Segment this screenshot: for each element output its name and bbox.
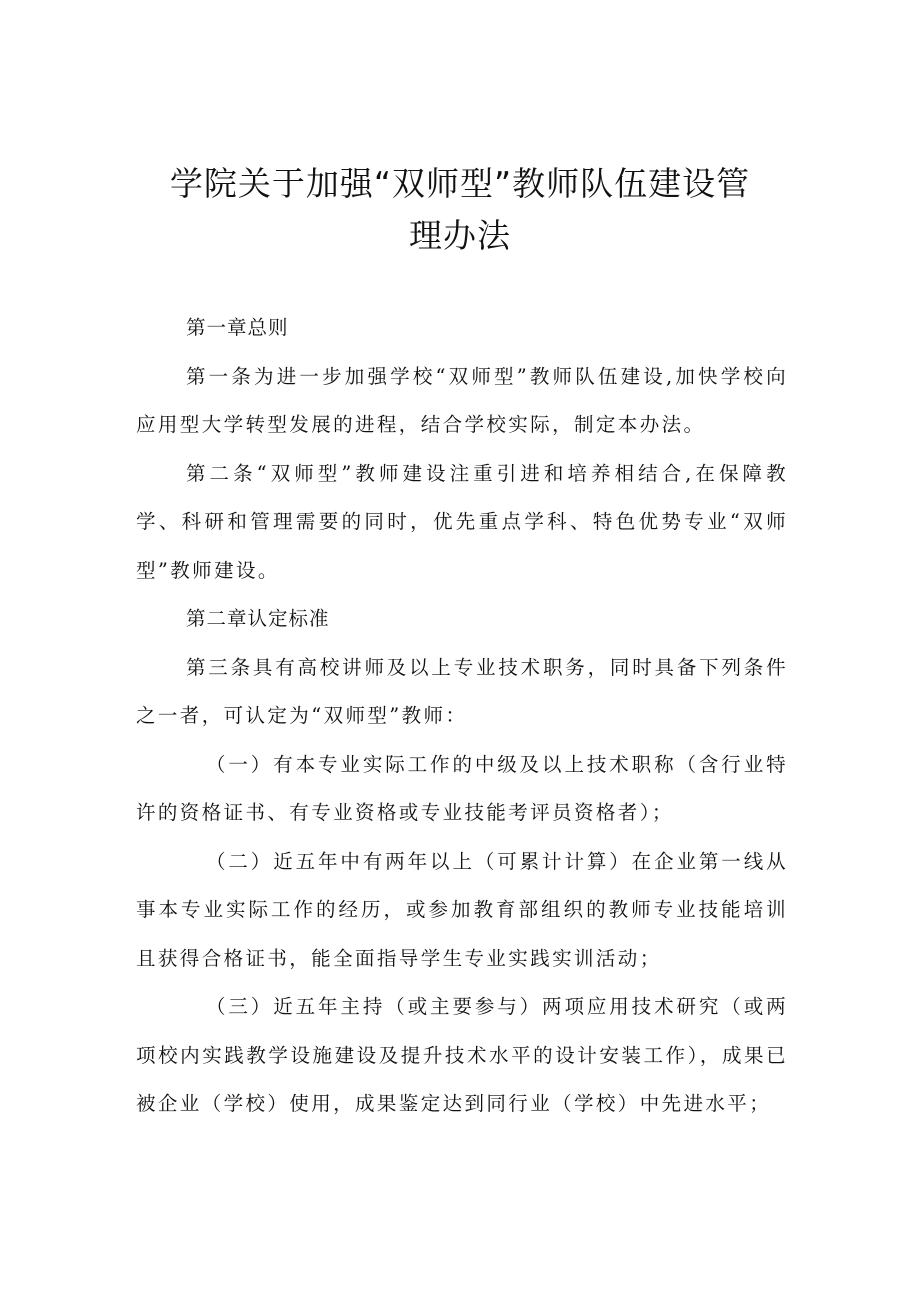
- title-line-2: 理办法: [409, 216, 511, 255]
- article-2: 第二条“双师型”教师建设注重引进和培养相结合,在保障教学、科研和管理需要的同时，优先重点学科、特色优势专业“双师型”教师建设。: [136, 461, 788, 582]
- document-body: [136, 304, 788, 1129]
- article-3: 第三条具有高校讲师及以上专业技术职务，同时具备下列条件之一者，可认定为“双师型”教师：: [136, 655, 788, 727]
- chapter-1-heading: 第一章总则: [186, 316, 289, 339]
- criterion-item-2: （二）近五年中有两年以上（可累计计算）在企业第一线从事本专业实际工作的经历，或参加教育部组织的教师专业技能培训且获得合格证书，能全面指导学生专业实践实训活动；: [136, 849, 788, 970]
- criterion-item-3: （三）近五年主持（或主要参与）两项应用技术研究（或两项校内实践教学设施建设及提升技术水平的设计安装工作），成果已被企业（学校）使用，成果鉴定达到同行业（学校）中先进水平；: [136, 995, 788, 1115]
- document-title: [130, 158, 790, 262]
- chapter-2-heading: 第二章认定标准: [186, 607, 330, 630]
- title-line-1: 学院关于加强“双师型”教师队伍建设管: [169, 164, 751, 203]
- article-1: 第一条为进一步加强学校“双师型”教师队伍建设,加快学校向应用型大学转型发展的进程，结合学校实际，制定本办法。: [136, 364, 788, 436]
- criterion-item-1: （一）有本专业实际工作的中级及以上技术职称（含行业特许的资格证书、有专业资格或专业技能考评员资格者）；: [136, 752, 788, 824]
